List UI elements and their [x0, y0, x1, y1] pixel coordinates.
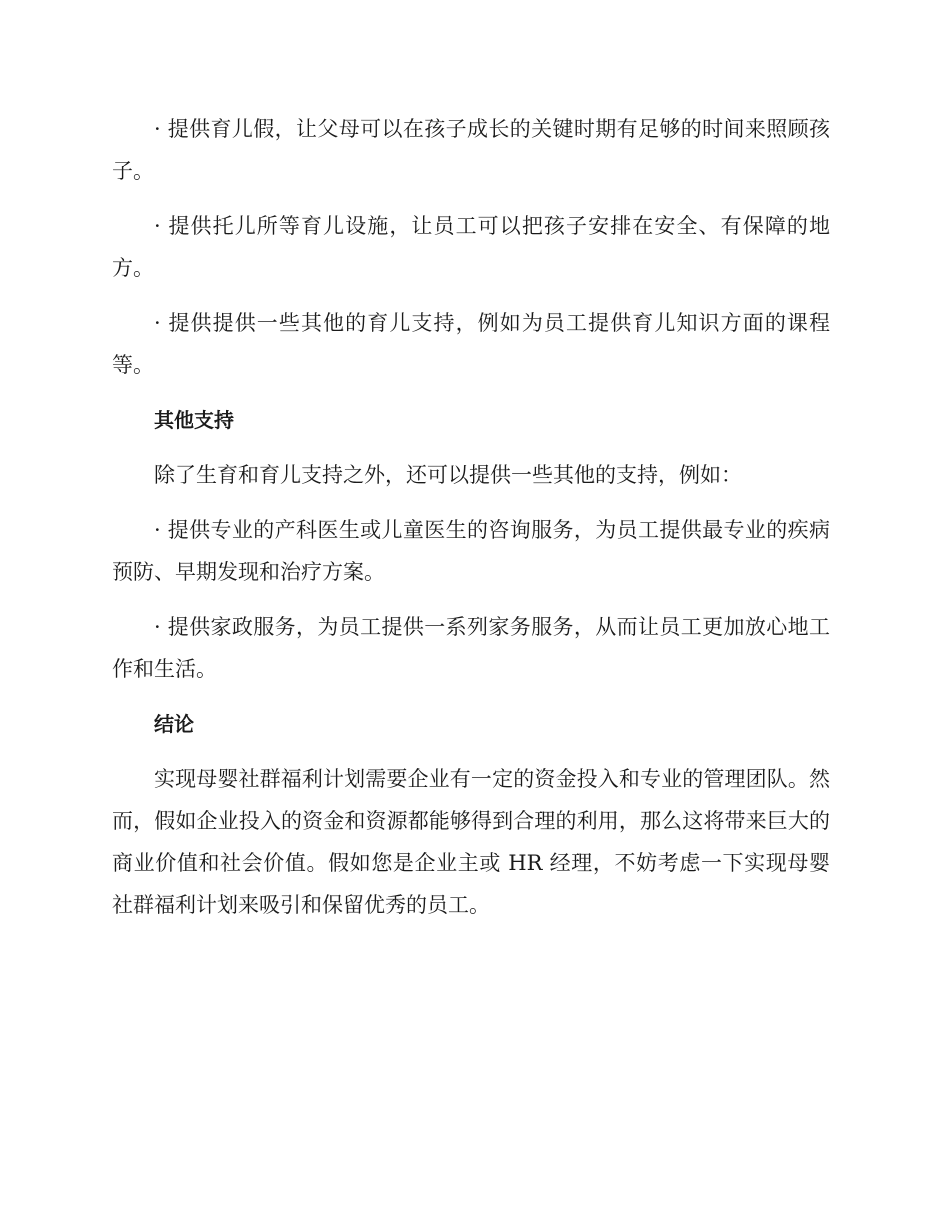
other-support-intro: 除了生育和育儿支持之外，还可以提供一些其他的支持，例如：: [154, 463, 742, 487]
document-page: [112, 108, 830, 939]
conclusion-body: 实现母婴社群福利计划需要企业有一定的资金投入和专业的管理团队。然而，假如企业投入的资金和资源都能够得到合理的利用，那么这将带来巨大的商业价值和社会价值。假如您是企业主或 HR 经理，不妨考虑一下实现母婴社群福利计划来吸引和保留优秀的员工。: [112, 767, 830, 917]
childcare-bullet-leave: · 提供育儿假，让父母可以在孩子成长的关键时期有足够的时间来照顾孩子。: [112, 117, 830, 183]
other-support-bullet-doctor: · 提供专业的产科医生或儿童医生的咨询服务，为员工提供最专业的疾病预防、早期发现和治疗方案。: [112, 518, 830, 584]
other-support-heading: 其他支持: [154, 408, 234, 432]
childcare-bullet-courses: · 提供提供一些其他的育儿支持，例如为员工提供育儿知识方面的课程等。: [112, 311, 830, 377]
other-support-bullet-housekeeping: · 提供家政服务，为员工提供一系列家务服务，从而让员工更加放心地工作和生活。: [112, 615, 830, 681]
conclusion-heading: 结论: [154, 712, 194, 736]
childcare-bullet-nursery: · 提供托儿所等育儿设施，让员工可以把孩子安排在安全、有保障的地方。: [112, 214, 830, 280]
